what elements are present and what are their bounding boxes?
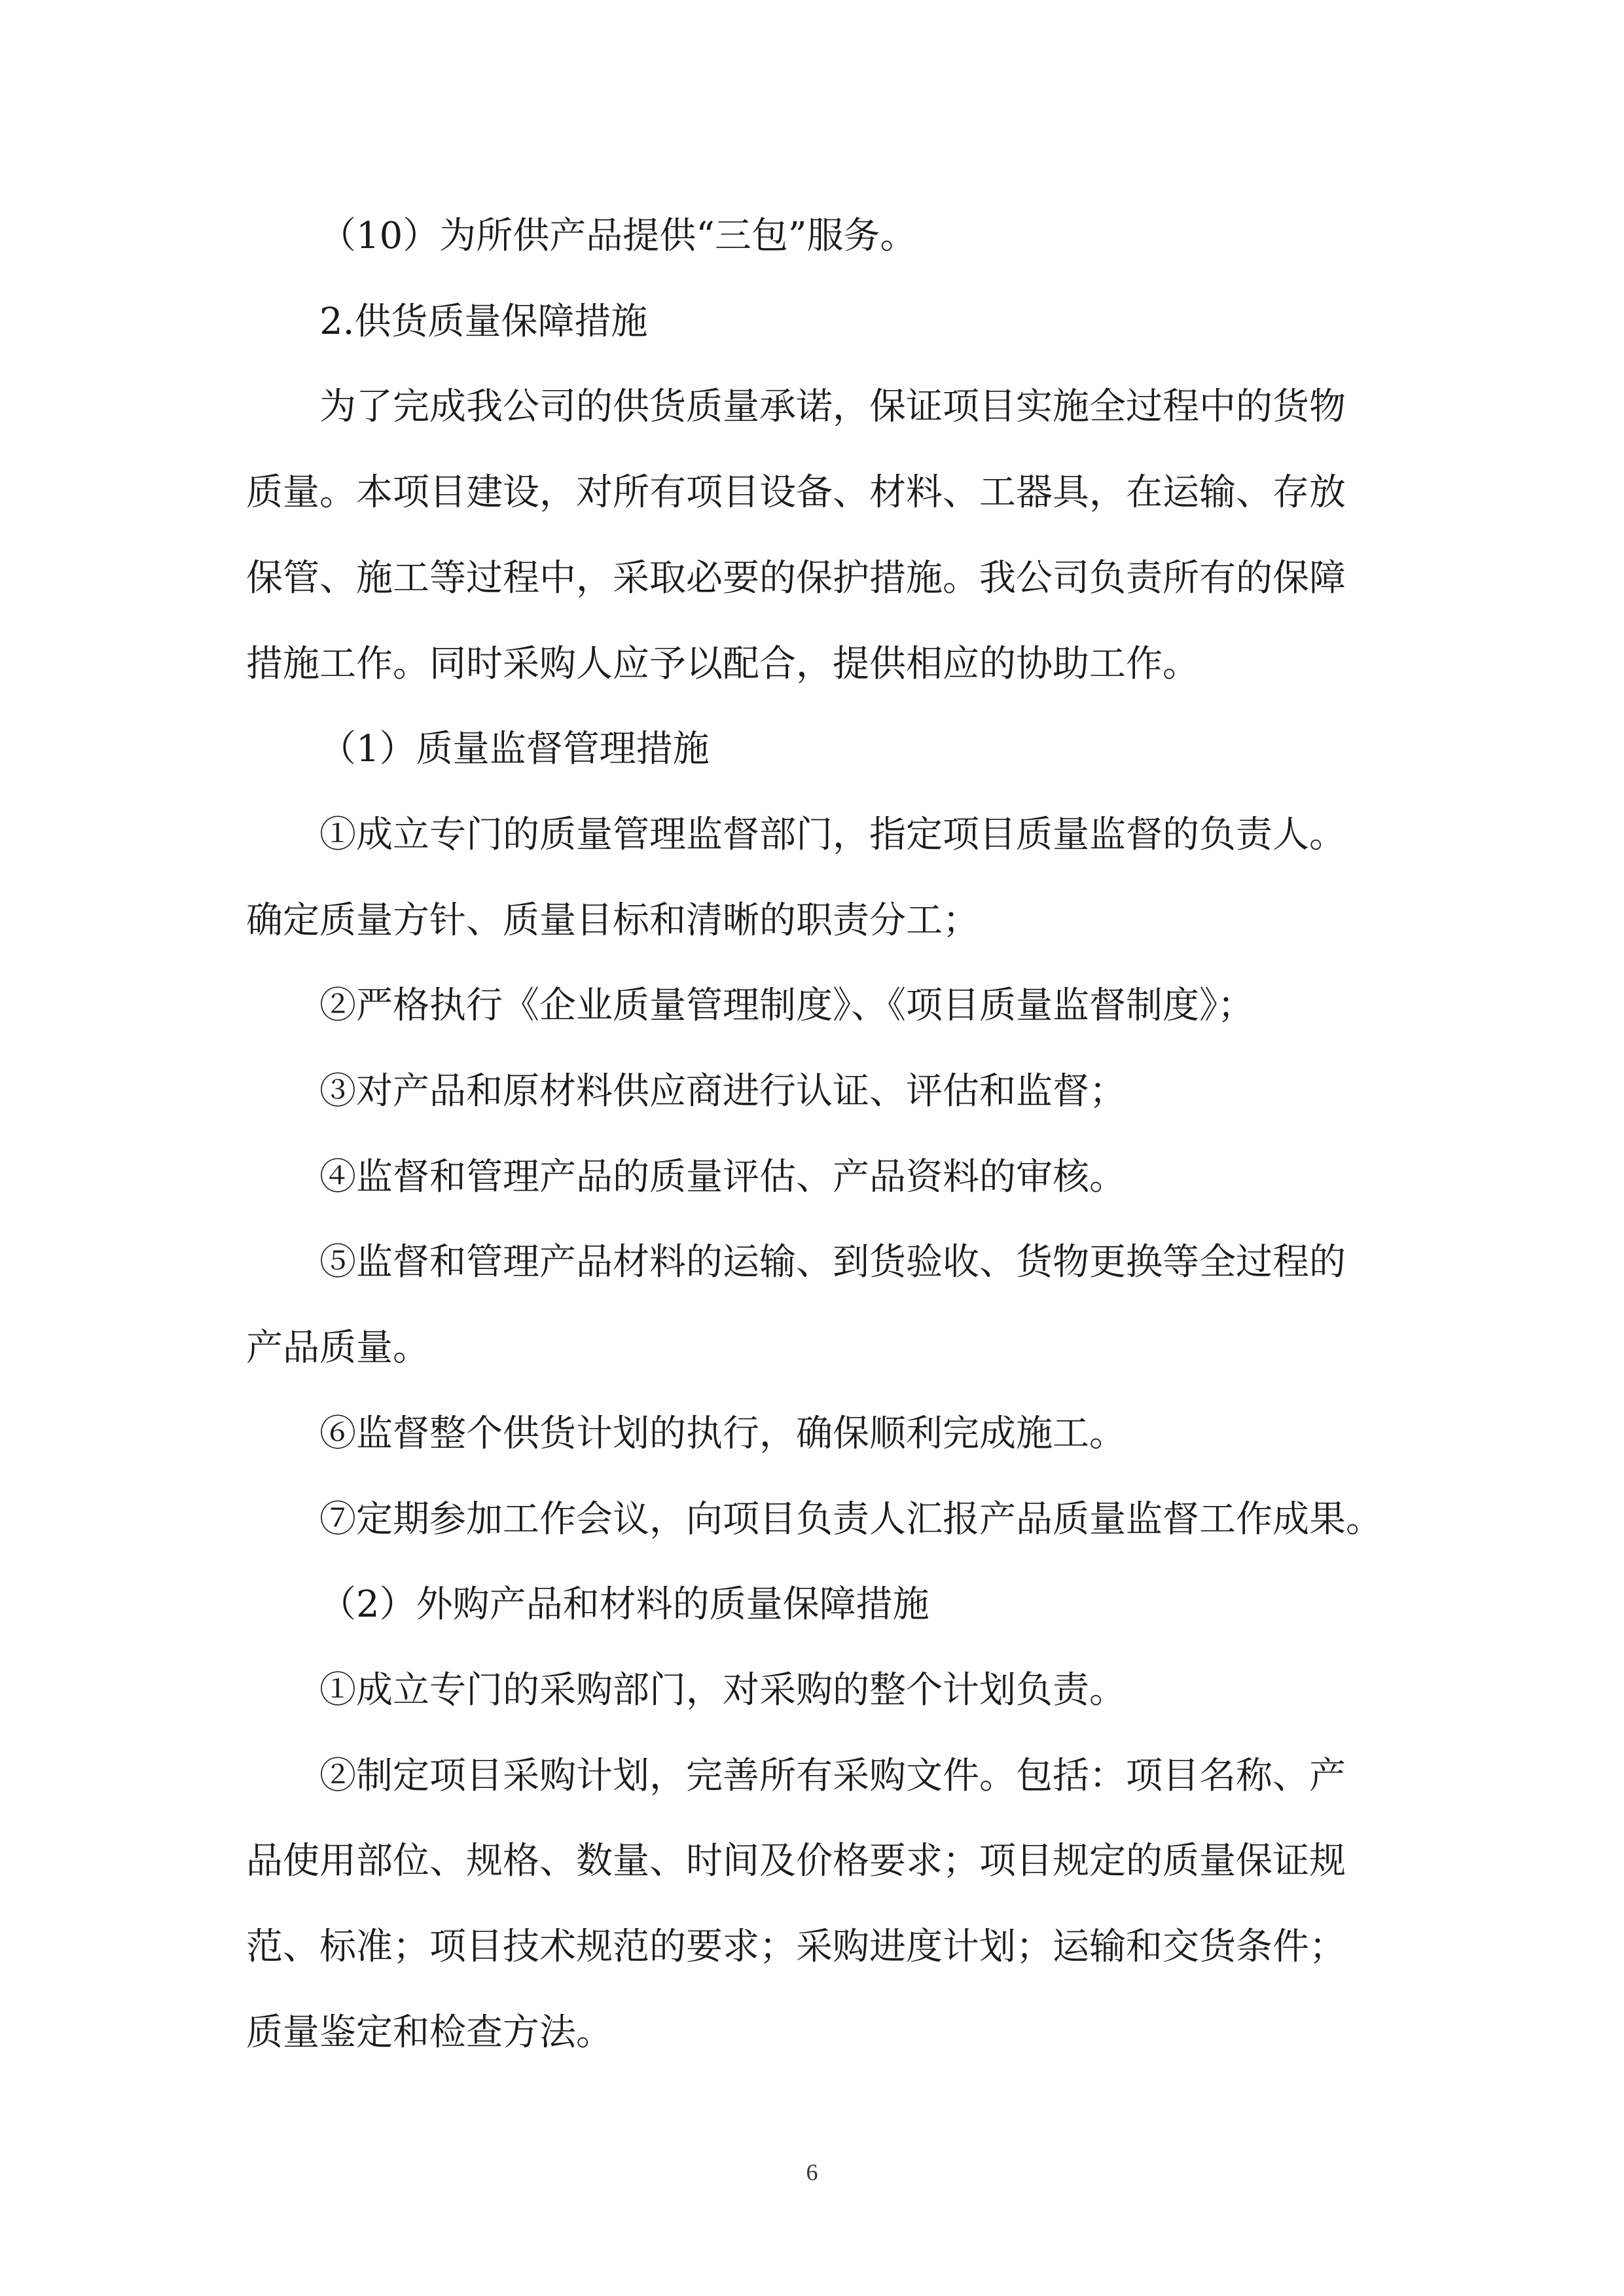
list-item-continuation: 确定质量方针、质量目标和清晰的职责分工； xyxy=(246,899,979,942)
text-line-service: （10）为所供产品提供“三包”服务。 xyxy=(319,215,917,257)
list-item: ③对产品和原材料供应商进行认证、评估和监督； xyxy=(319,1070,1126,1113)
subheading-purchased-products: （2）外购产品和材料的质量保障措施 xyxy=(319,1583,929,1626)
page-number: 6 xyxy=(806,2159,818,2185)
paragraph-line: 保管、施工等过程中，采取必要的保护措施。我公司负责所有的保障 xyxy=(246,557,1346,600)
list-item-continuation: 品使用部位、规格、数量、时间及价格要求；项目规定的质量保证规 xyxy=(246,1840,1346,1882)
paragraph-line: 措施工作。同时采购人应予以配合，提供相应的协助工作。 xyxy=(246,643,1199,685)
subheading-quality-supervision: （1）质量监督管理措施 xyxy=(319,728,710,770)
paragraph-line: 质量。本项目建设，对所有项目设备、材料、工器具，在运输、存放 xyxy=(246,471,1346,514)
section-heading-supply-quality: 2.供货质量保障措施 xyxy=(319,300,648,343)
list-item: ②严格执行《企业质量管理制度》、《项目质量监督制度》； xyxy=(319,984,1254,1027)
list-item: ①成立专门的质量管理监督部门，指定项目质量监督的负责人。 xyxy=(319,814,1346,856)
list-item: ⑥监督整个供货计划的执行，确保顺利完成施工。 xyxy=(319,1412,1126,1455)
list-item-continuation: 范、标准；项目技术规范的要求；采购进度计划；运输和交货条件； xyxy=(246,1926,1346,1968)
list-item: ⑤监督和管理产品材料的运输、到货验收、货物更换等全过程的 xyxy=(319,1241,1346,1283)
list-item: ⑦定期参加工作会议，向项目负责人汇报产品质量监督工作成果。 xyxy=(319,1498,1382,1541)
list-item: ④监督和管理产品的质量评估、产品资料的审核。 xyxy=(319,1156,1126,1198)
list-item: ①成立专门的采购部门，对采购的整个计划负责。 xyxy=(319,1669,1126,1712)
paragraph-line: 为了完成我公司的供货质量承诺，保证项目实施全过程中的货物 xyxy=(319,386,1346,428)
list-item-continuation: 质量鉴定和检查方法。 xyxy=(246,2011,613,2054)
list-item: ②制定项目采购计划，完善所有采购文件。包括：项目名称、产 xyxy=(319,1755,1346,1797)
list-item-continuation: 产品质量。 xyxy=(246,1327,429,1369)
